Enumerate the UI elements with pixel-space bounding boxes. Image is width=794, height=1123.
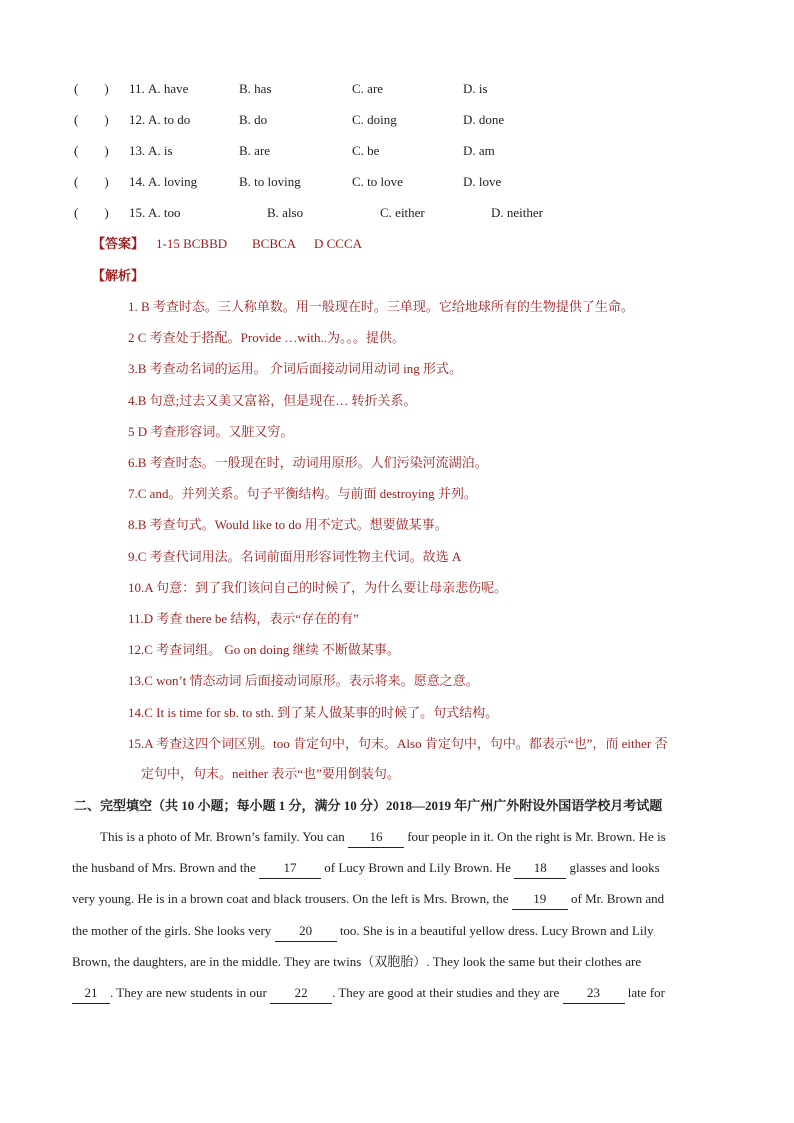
answer-paren[interactable]: ( ) bbox=[74, 174, 109, 189]
blank-23[interactable]: 23 bbox=[563, 983, 625, 1004]
explanation-continuation: 定句中，句末。neither 表示“也”要用倒装句。 bbox=[141, 766, 400, 781]
blank-20[interactable]: 20 bbox=[275, 921, 337, 942]
option-c: C. either bbox=[380, 205, 425, 220]
blank-22[interactable]: 22 bbox=[270, 983, 332, 1004]
explanation-line: 2 C 考查处于搭配。Provide …with..为。。。提供。 bbox=[128, 330, 405, 346]
analysis-label: 【解析】 bbox=[92, 268, 145, 283]
explanation-line: 14.C It is time for sb. to sth. 到了某人做某事的时候了。句式结构。 bbox=[128, 704, 499, 720]
passage-line bbox=[72, 889, 724, 910]
option-d: D. is bbox=[463, 81, 488, 96]
answer-part-3: D CCCA bbox=[314, 236, 363, 251]
passage-text: the husband of Mrs. Brown and the bbox=[72, 860, 260, 876]
passage-text: too. She is in a beautiful yellow dress. Lucy Brown and Lily bbox=[336, 922, 654, 938]
explanation-line: 10.A 句意：到了我们该问自己的时候了，为什么要让母亲悲伤呢。 bbox=[128, 579, 508, 595]
explanation-line: 7.C and。并列关系。句子平衡结构。与前面 destroying 并列。 bbox=[128, 486, 477, 502]
option-a: A. too bbox=[148, 205, 181, 220]
question-number: 12. bbox=[129, 112, 146, 127]
answer-paren[interactable]: ( ) bbox=[74, 81, 109, 96]
option-c: C. be bbox=[352, 143, 380, 158]
explanation-line: 12.C 考查词组。 Go on doing 继续 不断做某事。 bbox=[128, 642, 400, 658]
passage-text: . They are good at their studies and they are bbox=[332, 985, 563, 1000]
explanation-line: 8.B 考查句式。Would like to do 用不定式。想要做某事。 bbox=[128, 517, 448, 533]
blank-18[interactable]: 18 bbox=[514, 858, 566, 879]
explanation-line: 13.C won’t 情态动词 后面接动词原形。表示将来。愿意之意。 bbox=[128, 673, 479, 689]
question-number: 15. bbox=[129, 205, 146, 220]
section-title: 二、完型填空（共 10 小题；每小题 1 分，满分 10 分）2018—2019 年广州广外附设外国语学校月考试题 bbox=[74, 798, 663, 813]
blank-17[interactable]: 17 bbox=[259, 858, 321, 879]
explanation-line: 6.B 考查时态。一般现在时，动词用原形。人们污染河流湖泊。 bbox=[128, 455, 488, 470]
question-number: 14. bbox=[129, 174, 146, 189]
option-a: A. have bbox=[148, 81, 189, 96]
explanation-line: 3.B 考查动名词的运用。 介词后面接动词用动词 ing 形式。 bbox=[128, 361, 463, 377]
explanation-line: 11.D 考查 there be 结构，表示“存在的有” bbox=[128, 611, 359, 626]
question-number: 13. bbox=[129, 143, 146, 158]
option-b: B. are bbox=[239, 143, 271, 158]
blank-19[interactable]: 19 bbox=[512, 889, 568, 910]
option-d: D. done bbox=[463, 112, 505, 127]
passage-text: Brown, the daughters, are in the middle. They are twins（双胞胎）. They look the same but their clothes are bbox=[72, 953, 642, 969]
answer-part-1: 1-15 BCBBD bbox=[156, 236, 228, 251]
question-number: 11. bbox=[129, 81, 145, 96]
option-d: D. neither bbox=[491, 205, 543, 220]
passage-line bbox=[100, 827, 752, 848]
passage-text: glasses and looks bbox=[566, 860, 660, 876]
explanation-line: 9.C 考查代词用法。名词前面用形容词性物主代词。故选 A bbox=[128, 548, 462, 564]
option-b: B. has bbox=[239, 81, 272, 96]
option-c: C. doing bbox=[352, 112, 397, 127]
passage-text: very young. He is in a brown coat and black trousers. On the left is Mrs. Brown, the bbox=[72, 891, 512, 907]
passage-text: late for bbox=[624, 985, 665, 1000]
blank-16[interactable]: 16 bbox=[348, 827, 404, 848]
option-d: D. am bbox=[463, 143, 495, 158]
passage-text: This is a photo of Mr. Brown’s family. You can bbox=[100, 829, 348, 844]
passage-line bbox=[72, 921, 724, 942]
passage-line bbox=[72, 983, 724, 1004]
option-c: C. to love bbox=[352, 174, 403, 189]
option-a: A. is bbox=[148, 143, 173, 158]
passage-line bbox=[72, 858, 724, 879]
option-a: A. loving bbox=[148, 174, 198, 189]
passage-line bbox=[72, 952, 724, 972]
passage-text: four people in it. On the right is Mr. Brown. He is bbox=[403, 829, 666, 844]
explanation-line: 4.B 句意;过去又美又富裕，但是现在… 转折关系。 bbox=[128, 392, 417, 408]
answer-paren[interactable]: ( ) bbox=[74, 143, 109, 158]
option-b: B. to loving bbox=[239, 174, 301, 189]
answer-paren[interactable]: ( ) bbox=[74, 112, 109, 127]
explanation-line: 1. B 考查时态。三人称单数。用一般现在时。三单现。它给地球所有的生物提供了生命。 bbox=[128, 299, 634, 314]
explanation-line: 5 D 考查形容词。又脏又穷。 bbox=[128, 423, 294, 439]
answer-label: 【答案】 bbox=[92, 236, 145, 251]
option-b: B. also bbox=[267, 205, 304, 220]
answer-part-2: BCBCA bbox=[252, 236, 297, 251]
option-c: C. are bbox=[352, 81, 384, 96]
passage-text: of Mr. Brown and bbox=[567, 891, 665, 907]
option-a: A. to do bbox=[148, 112, 191, 127]
option-b: B. do bbox=[239, 112, 268, 127]
passage-text: . They are new students in our bbox=[110, 985, 271, 1000]
blank-21[interactable]: 21 bbox=[72, 983, 110, 1004]
passage-text: of Lucy Brown and Lily Brown. He bbox=[321, 860, 515, 876]
explanation-line: 15.A 考查这四个词区别。too 肯定句中，句末。Also 肯定句中，句中。都表示“也”，而 either 否 bbox=[128, 735, 668, 751]
passage-text: the mother of the girls. She looks very bbox=[72, 922, 275, 938]
answer-paren[interactable]: ( ) bbox=[74, 205, 109, 220]
option-d: D. love bbox=[463, 174, 502, 189]
